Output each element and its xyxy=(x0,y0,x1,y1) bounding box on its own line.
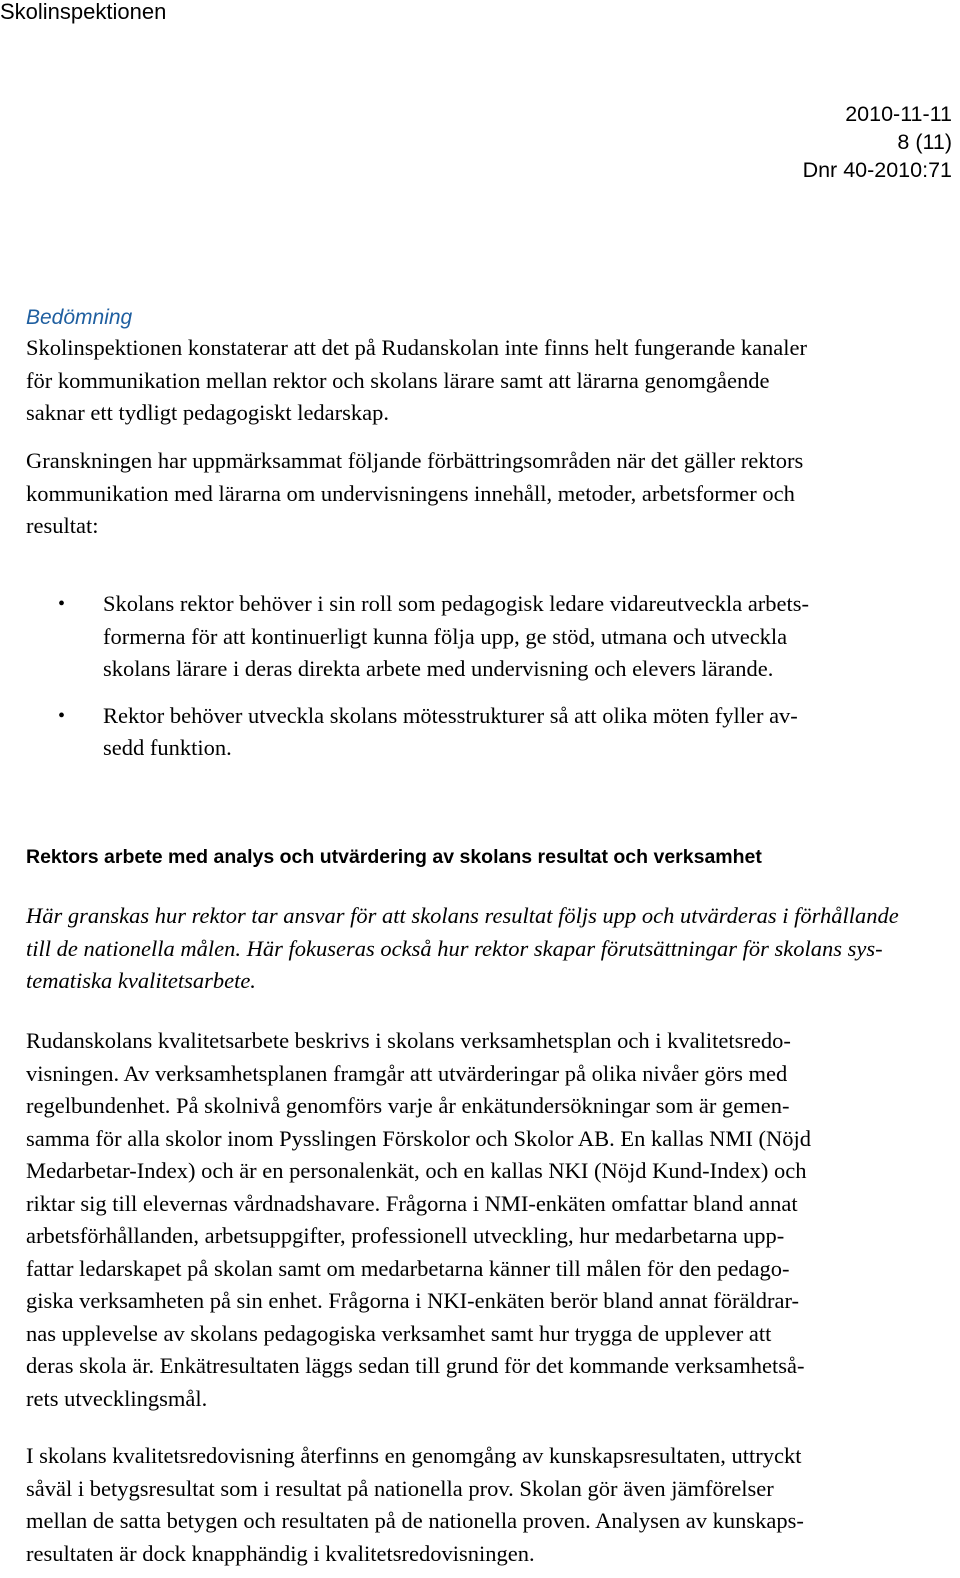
document-date: 2010-11-11 xyxy=(845,102,952,126)
text-line: resultat: xyxy=(26,513,99,538)
page-number: 8 (11) xyxy=(897,130,952,154)
text-line: saknar ett tydligt pedagogiskt ledarskap. xyxy=(26,400,390,425)
text-line: regelbundenhet. På skolnivå genomförs varje år enkätundersökningar som är gemen- xyxy=(26,1093,790,1118)
text-line: arbetsförhållanden, arbetsuppgifter, professionell utveckling, hur medarbetarna upp- xyxy=(26,1223,785,1248)
text-line: giska verksamheten på sin enhet. Frågorna i NKI-enkäten berör bland annat föräldrar- xyxy=(26,1288,799,1313)
assessment-heading: Bedömning xyxy=(26,306,133,329)
text-line: formerna för att kontinuerligt kunna följa upp, ge stöd, utmana och utveckla xyxy=(103,623,788,649)
text-line: såväl i betygsresultat som i resultat på nationella prov. Skolan gör även jämförelser xyxy=(26,1475,774,1501)
text-line: deras skola är. Enkätresultaten läggs sedan till grund för det kommande verksamhetså- xyxy=(26,1353,805,1378)
agency-name: Skolinspektionen xyxy=(0,0,167,24)
bullet-icon: • xyxy=(58,593,66,615)
review-paragraph xyxy=(26,445,956,543)
registration-number: Dnr 40-2010:71 xyxy=(802,158,952,182)
text-line: Här granskas hur rektor tar ansvar för att skolans resultat följs upp och utvärderas i förhållande xyxy=(26,903,899,928)
text-line: Rektor behöver utveckla skolans mötesstrukturer så att olika möten fyller av- xyxy=(103,702,798,728)
assessment-paragraph xyxy=(26,332,956,430)
text-line: I skolans kvalitetsredovisning återfinns en genomgång av kunskapsresultaten, uttryckt xyxy=(26,1443,802,1468)
text-line: Rudanskolans kvalitetsarbete beskrivs i skolans verksamhetsplan och i kvalitetsredo- xyxy=(26,1028,791,1053)
section-intro xyxy=(26,900,956,998)
text-line: Skolinspektionen konstaterar att det på Rudanskolan inte finns helt fungerande kanaler xyxy=(26,335,808,360)
text-line: resultaten är dock knapphändig i kvalitetsredovisningen. xyxy=(26,1540,535,1566)
text-line: sedd funktion. xyxy=(103,735,232,760)
text-line: visningen. Av verksamhetsplanen framgår att utvärderingar på olika nivåer görs med xyxy=(26,1060,788,1086)
results-paragraph xyxy=(26,1440,956,1570)
text-line: tematiska kvalitetsarbete. xyxy=(26,968,256,993)
text-line: Granskningen har uppmärksammat följande förbättringsområden när det gäller rektors xyxy=(26,448,804,473)
improvement-list xyxy=(0,588,960,779)
text-line: nas upplevelse av skolans pedagogiska verksamhet samt hur trygga de upplever att xyxy=(26,1320,772,1346)
list-item xyxy=(0,588,960,686)
bullet-icon: • xyxy=(58,704,66,727)
quality-work-paragraph xyxy=(26,1025,956,1415)
text-line: för kommunikation mellan rektor och skolans lärare samt att lärarna genomgående xyxy=(26,367,770,393)
assessment-section xyxy=(26,304,956,430)
text-line: fattar ledarskapet på skolan samt om medarbetarna känner till målen för den pedago- xyxy=(26,1255,790,1281)
text-line: Skolans rektor behöver i sin roll som pedagogisk ledare vidareutveckla arbets- xyxy=(103,591,810,616)
document-meta xyxy=(803,100,952,184)
text-line: skolans lärare i deras direkta arbete med undervisning och elevers lärande. xyxy=(103,656,774,681)
text-line: rets utvecklingsmål. xyxy=(26,1385,208,1411)
list-item xyxy=(0,700,960,765)
text-line: Medarbetar-Index) och är en personalenkät, och en kallas NKI (Nöjd Kund-Index) och xyxy=(26,1158,807,1183)
text-line: samma för alla skolor inom Pysslingen Förskolor och Skolor AB. En kallas NMI (Nöjd xyxy=(26,1125,811,1151)
text-line: till de nationella målen. Här fokuseras också hur rektor skapar förutsättningar för skolans sys- xyxy=(26,935,883,961)
text-line: kommunikation med lärarna om undervisningens innehåll, metoder, arbetsformer och xyxy=(26,480,795,506)
section-heading: Rektors arbete med analys och utvärdering av skolans resultat och verksamhet xyxy=(26,846,762,868)
text-line: riktar sig till elevernas vårdnadshavare. Frågorna i NMI-enkäten omfattar bland annat xyxy=(26,1190,798,1216)
text-line: mellan de satta betygen och resultaten på de nationella proven. Analysen av kunskaps- xyxy=(26,1508,804,1533)
